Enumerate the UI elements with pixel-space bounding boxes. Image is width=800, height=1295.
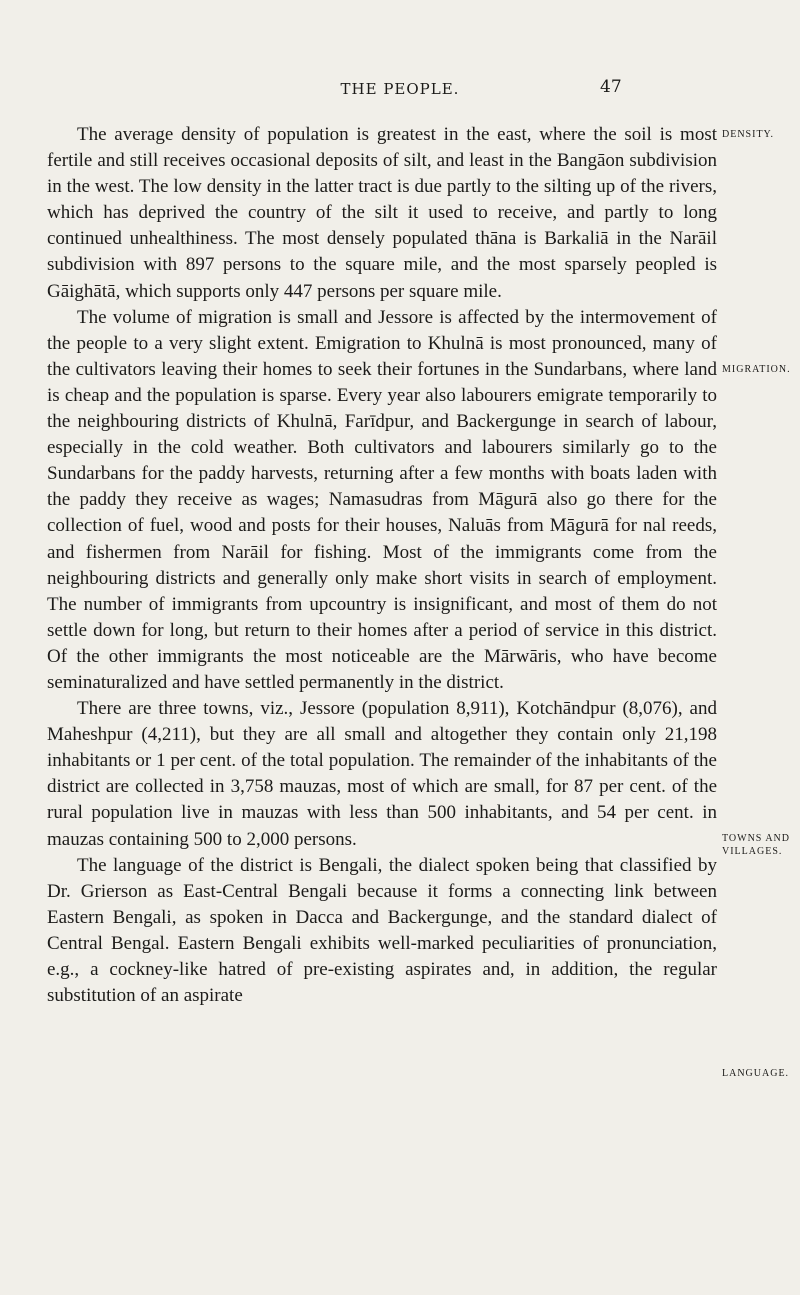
page-number: 47 bbox=[600, 77, 622, 97]
paragraph-migration: The volume of migration is small and Jessore is affected by the intermovement of the people to a very slight extent. Emigration to Khulnā is most pronounced, many of the cultivators leaving their homes to seek their fortunes in the Sundarbans, where land is cheap and the population is sparse. Every year also labourers emigrate temporarily to the neighbouring districts of Khulnā, Farīdpur, and Backergunge in search of labour, especially in the cold weather. Both cultivators and labourers similarly go to the Sundarbans for the paddy harvests, returning after a few months with boats laden with the paddy they receive as wages; Namasudras from Māgurā also go there for the collection of fuel, wood and posts for their houses, Naluās from Māgurā for nal reeds, and fishermen from Narāil for fishing. Most of the immigrants come from the neighbouring districts and generally only make short visits in search of employment. The number of immigrants from upcountry is insignificant, and most of them do not settle down for long, but return to their homes after a period of service in this district. Of the other immigrants the most noticeable are the Mārwāris, who have become seminaturalized and have settled permanently in the district. bbox=[47, 306, 717, 693]
paragraph-language: The language of the district is Bengali, the dialect spoken being that classified by Dr. Grierson as East-Central Bengali because it forms a connecting link between Eastern Bengali, as spoken in Dacca and Backergunge, and the standard dialect of Central Bengal. Eastern Bengali exhibits well-marked peculiarities of pronunciation, e.g., a cockney-like hatred of pre-existing aspirates and, in addition, the regular substitution of an aspirate bbox=[47, 854, 717, 1007]
paragraph-density: The average density of population is greatest in the east, where the soil is most fertile and still receives occasional deposits of silt, and least in the Bangāon subdivision in the west. The low density in the latter tract is due partly to the silting up of the rivers, which has deprived the country of the silt it used to receive, and partly to long continued unhealthiness. The most densely populated thāna is Barkaliā in the Narāil subdivision with 897 persons to the square mile, and the most sparsely peopled is Gāighātā, which supports only 447 persons per square mile. bbox=[47, 124, 717, 302]
running-title: THE PEOPLE. bbox=[340, 80, 460, 98]
side-note-density: DENSITY. bbox=[722, 129, 774, 140]
paragraph-towns: There are three towns, viz., Jessore (population 8,911), Kotchāndpur (8,076), and Maheshpur (4,211), but they are all small and altogether they contain only 21,198 inhabitants or 1 per cent. of the total population. The remainder of the inhabitants of the district are collected in 3,758 mauzas, most of which are small, for 87 per cent. of the rural population live in mauzas with less than 500 inhabitants, and 54 per cent. in mauzas containing 500 to 2,000 persons. bbox=[47, 698, 717, 850]
side-note-language: LANGUAGE. bbox=[722, 1068, 790, 1079]
side-note-migration: MIGRATION. bbox=[722, 364, 791, 375]
side-note-towns: TOWNS AND VILLAGES. bbox=[722, 833, 790, 857]
body-text bbox=[47, 122, 717, 1009]
